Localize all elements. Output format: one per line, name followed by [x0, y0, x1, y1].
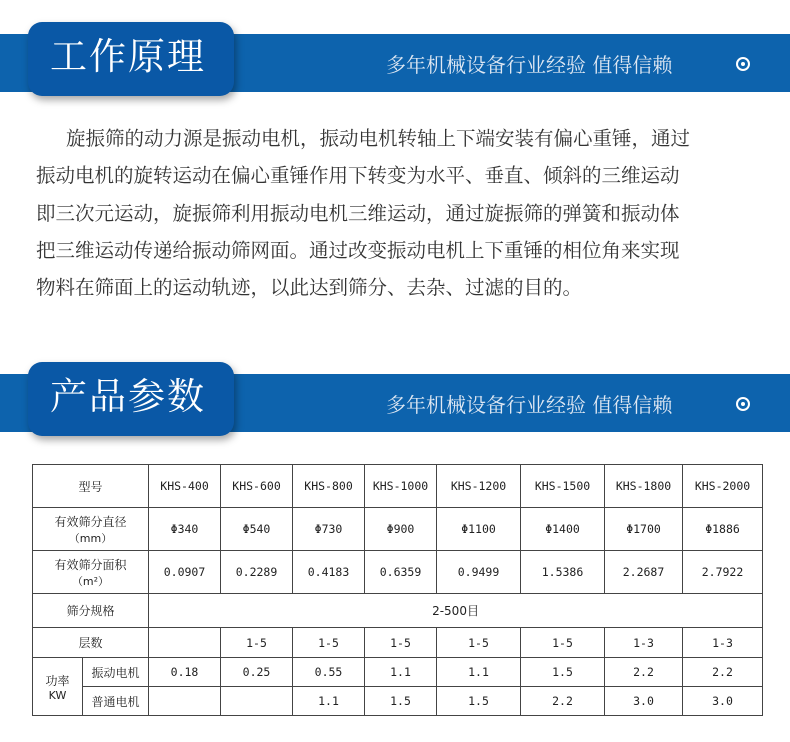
normal-motor-cell: 1.1 — [293, 687, 365, 716]
area-label-text: 有效筛分面积 — [54, 557, 127, 572]
layers-cell — [149, 628, 221, 658]
diameter-label-text: 有效筛分直径 — [54, 514, 127, 529]
diameter-cell: Φ730 — [293, 508, 365, 551]
section-title: 工作原理 — [50, 35, 206, 78]
layers-cell: 1-5 — [293, 628, 365, 658]
table-row-model — [33, 465, 763, 508]
paragraph-line: 把三维运动传递给振动筛网面。通过改变振动电机上下重锤的相位角来实现 — [36, 238, 680, 262]
model-cell: KHS-600 — [221, 465, 293, 508]
model-cell: KHS-1200 — [437, 465, 521, 508]
section-banner-params — [0, 340, 790, 432]
vib-motor-cell: 1.1 — [437, 658, 521, 687]
normal-motor-cell: 1.5 — [437, 687, 521, 716]
radio-dot-icon — [736, 397, 750, 411]
normal-motor-cell — [149, 687, 221, 716]
paragraph-line: 物料在筛面上的运动轨迹，以此达到筛分、去杂、过滤的目的。 — [36, 276, 583, 300]
vib-motor-cell: 0.25 — [221, 658, 293, 687]
diameter-label — [33, 508, 149, 551]
diameter-cell: Φ1700 — [605, 508, 683, 551]
vib-motor-cell: 1.1 — [365, 658, 437, 687]
area-cell: 0.9499 — [437, 551, 521, 594]
spec-label: 筛分规格 — [33, 594, 149, 628]
area-cell: 0.6359 — [365, 551, 437, 594]
area-label — [33, 551, 149, 594]
model-cell: KHS-1800 — [605, 465, 683, 508]
model-cell: KHS-1500 — [521, 465, 605, 508]
paragraph-line: 振动电机的旋转运动在偏心重锤作用下转变为水平、垂直、倾斜的三维运动 — [36, 164, 680, 188]
paragraph-line: 旋振筛的动力源是振动电机，振动电机转轴上下端安装有偏心重锤，通过 — [66, 127, 691, 150]
vib-motor-label: 振动电机 — [83, 658, 149, 687]
diameter-cell: Φ900 — [365, 508, 437, 551]
layers-cell: 1-3 — [605, 628, 683, 658]
layers-cell: 1-3 — [683, 628, 763, 658]
table-row-diameter — [33, 508, 763, 551]
area-cell: 2.7922 — [683, 551, 763, 594]
model-cell: KHS-400 — [149, 465, 221, 508]
table-row-normal-motor — [33, 687, 763, 716]
table-row-vib-motor — [33, 658, 763, 687]
normal-motor-cell: 3.0 — [683, 687, 763, 716]
area-cell: 1.5386 — [521, 551, 605, 594]
diameter-cell: Φ1400 — [521, 508, 605, 551]
power-label — [33, 658, 83, 716]
area-cell: 0.2289 — [221, 551, 293, 594]
normal-motor-cell: 3.0 — [605, 687, 683, 716]
vib-motor-cell: 2.2 — [605, 658, 683, 687]
layers-label: 层数 — [33, 628, 149, 658]
diameter-cell: Φ1886 — [683, 508, 763, 551]
area-cell: 2.2687 — [605, 551, 683, 594]
model-cell: KHS-800 — [293, 465, 365, 508]
vib-motor-cell: 1.5 — [521, 658, 605, 687]
diameter-cell: Φ340 — [149, 508, 221, 551]
section-title: 产品参数 — [50, 375, 206, 418]
vib-motor-cell: 2.2 — [683, 658, 763, 687]
normal-motor-cell: 2.2 — [521, 687, 605, 716]
model-cell: KHS-1000 — [365, 465, 437, 508]
area-cell: 0.4183 — [293, 551, 365, 594]
table-row-area — [33, 551, 763, 594]
area-unit: （m²） — [71, 574, 110, 588]
spec-value: 2-500目 — [149, 594, 763, 628]
principle-paragraph — [36, 120, 756, 306]
table-row-spec — [33, 594, 763, 628]
power-label-text: 功率 — [45, 673, 70, 688]
radio-dot-icon — [736, 57, 750, 71]
table-row-layers — [33, 628, 763, 658]
area-cell: 0.0907 — [149, 551, 221, 594]
diameter-cell: Φ540 — [221, 508, 293, 551]
model-label: 型号 — [33, 465, 149, 508]
power-unit: KW — [48, 688, 67, 702]
normal-motor-cell — [221, 687, 293, 716]
layers-cell: 1-5 — [221, 628, 293, 658]
section-banner-principle — [0, 0, 790, 92]
vib-motor-cell: 0.18 — [149, 658, 221, 687]
banner-slogan: 多年机械设备行业经验 值得信赖 — [386, 393, 673, 417]
layers-cell: 1-5 — [521, 628, 605, 658]
layers-cell: 1-5 — [437, 628, 521, 658]
diameter-cell: Φ1100 — [437, 508, 521, 551]
layers-cell: 1-5 — [365, 628, 437, 658]
normal-motor-label: 普通电机 — [83, 687, 149, 716]
banner-slogan: 多年机械设备行业经验 值得信赖 — [386, 53, 673, 77]
paragraph-line: 即三次元运动，旋振筛利用振动电机三维运动，通过旋振筛的弹簧和振动体 — [36, 201, 680, 225]
vib-motor-cell: 0.55 — [293, 658, 365, 687]
model-cell: KHS-2000 — [683, 465, 763, 508]
spec-table — [32, 464, 763, 716]
diameter-unit: （mm） — [68, 531, 113, 545]
normal-motor-cell: 1.5 — [365, 687, 437, 716]
